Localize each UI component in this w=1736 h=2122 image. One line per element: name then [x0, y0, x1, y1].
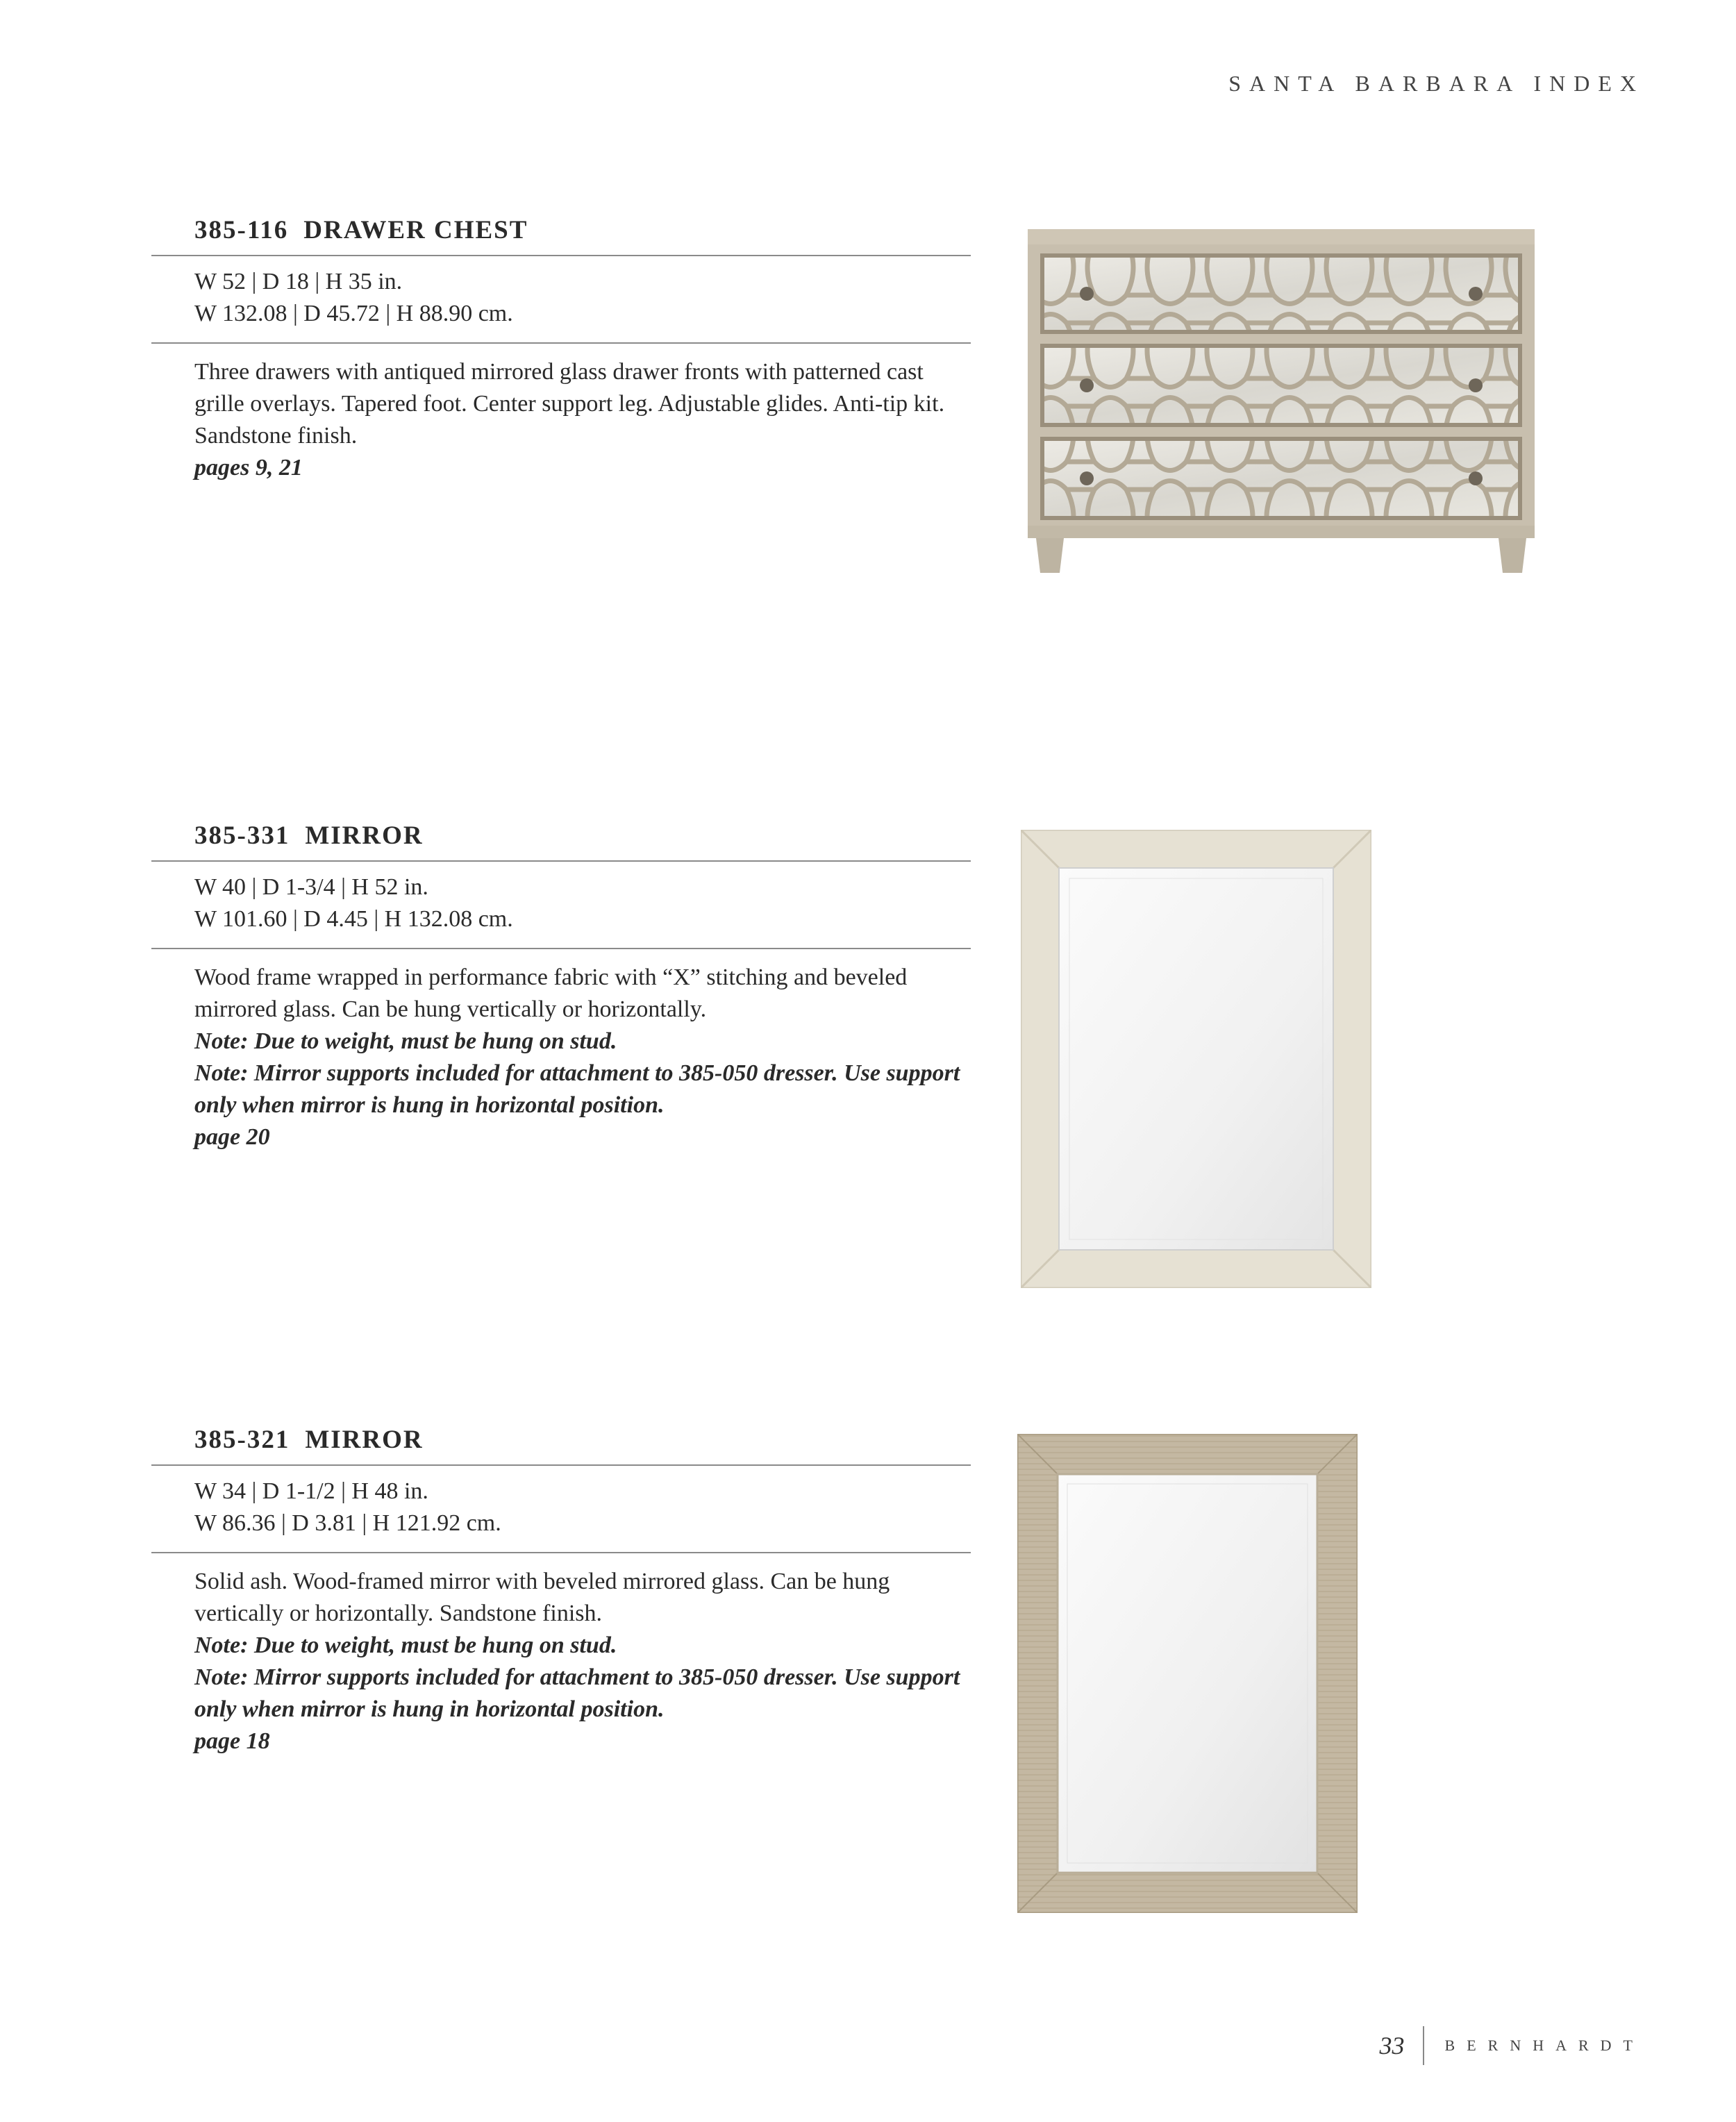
page-number: 33 [1379, 2032, 1405, 2060]
product-entry-mirror-385-321 [194, 1425, 972, 1757]
product-code: 385-321 [194, 1426, 290, 1454]
page-reference: pages 9, 21 [194, 455, 303, 481]
dimensions-cm: W 86.36 | D 3.81 | H 121.92 cm. [194, 1510, 501, 1536]
dimensions-inches: W 52 | D 18 | H 35 in. [194, 269, 403, 294]
note-supports: Note: Mirror supports included for attachment to 385-050 dresser. Use support only when mirror is hung in horizontal position. [194, 1060, 960, 1118]
dimensions [194, 862, 972, 948]
dimensions [194, 256, 972, 342]
product-title [194, 215, 972, 245]
product-description: Solid ash. Wood-framed mirror with beveled mirrored glass. Can be hung vertically or horizontally. Sandstone finish. [194, 1569, 890, 1626]
page-footer [1380, 2026, 1644, 2065]
product-description: Three drawers with antiqued mirrored glass drawer fronts with patterned cast grille overlays. Tapered foot. Center support leg. Adjustable glides. Anti-tip kit. Sandstone finish. [194, 359, 945, 449]
description-block [194, 1553, 972, 1757]
page-reference: page 20 [194, 1124, 270, 1150]
brand-name: BERNHARDT [1444, 2037, 1644, 2054]
index-title: SANTA BARBARA INDEX [1228, 71, 1644, 96]
product-code: 385-331 [194, 821, 290, 850]
fabric-mirror-image [1021, 830, 1371, 1288]
product-name: DRAWER CHEST [303, 216, 528, 244]
wood-mirror-image [1017, 1434, 1358, 1913]
product-entry-drawer-chest [194, 215, 972, 484]
note-supports: Note: Mirror supports included for attachment to 385-050 dresser. Use support only when mirror is hung in horizontal position. [194, 1664, 960, 1722]
dimensions-inches: W 34 | D 1-1/2 | H 48 in. [194, 1478, 428, 1504]
dimensions-cm: W 101.60 | D 4.45 | H 132.08 cm. [194, 906, 513, 932]
page-reference: page 18 [194, 1728, 270, 1754]
dimensions [194, 1466, 972, 1552]
dimensions-inches: W 40 | D 1-3/4 | H 52 in. [194, 874, 428, 900]
note-weight: Note: Due to weight, must be hung on stud. [194, 1632, 617, 1658]
product-name: MIRROR [305, 1426, 424, 1454]
dimensions-cm: W 132.08 | D 45.72 | H 88.90 cm. [194, 301, 513, 326]
product-title [194, 821, 972, 851]
drawer-chest-image [1021, 226, 1542, 576]
description-block [194, 344, 972, 484]
product-title [194, 1425, 972, 1455]
product-entry-mirror-385-331 [194, 821, 972, 1153]
note-weight: Note: Due to weight, must be hung on stud. [194, 1028, 617, 1054]
description-block [194, 949, 972, 1153]
product-name: MIRROR [305, 821, 424, 850]
product-code: 385-116 [194, 216, 289, 244]
product-description: Wood frame wrapped in performance fabric with “X” stitching and beveled mirrored glass. Can be hung vertically or horizontally. [194, 964, 908, 1022]
